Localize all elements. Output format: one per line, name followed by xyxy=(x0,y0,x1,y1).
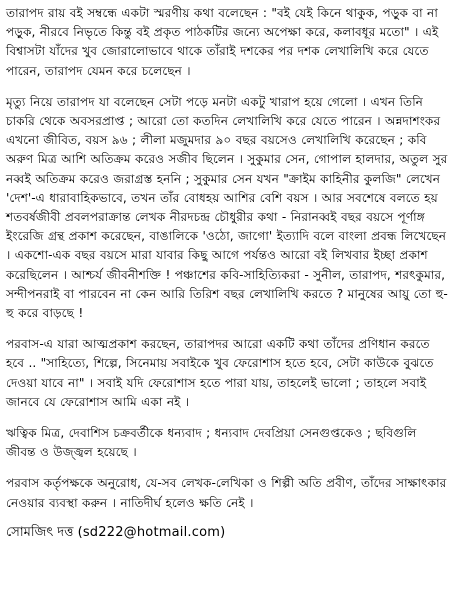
paragraph-spacer xyxy=(6,81,450,93)
paragraph-spacer xyxy=(6,412,450,424)
paragraph-3: পরবাস-এ যারা আত্মপ্রকাশ করছেন, তারাপদর আরো একটি কথা তাঁদের প্রণিধান করতে হবে .. "সাহিত্যে, শিল্পে, সিনেমায় সবাইকে খুব ফেরোশাস হতে হবে, সেটা কাউকে বুঝতে দেওয়া যাবে না" । সবাই যদি ফেরোশাস হতে পারা যায়, তাহলেই ভালো ; তাহলে সবাই জানবে যে ফেরোশাস আমি একা নই । xyxy=(6,337,434,409)
author-name: সোমজিৎ দত্ত xyxy=(6,524,74,540)
signature-line xyxy=(6,523,450,543)
paragraph-spacer xyxy=(6,513,450,523)
paragraph-4: ঋত্বিক মিত্র, দেবাশিস চক্রবর্তীকে ধন্যবাদ ; ধন্যবাদ দেবপ্রিয়া সেনগুপ্তকেও ; ছবিগুলি জীবন্ত ও উজ্জ্বল হয়েছে । xyxy=(6,426,417,460)
paragraph-spacer xyxy=(6,323,450,335)
paragraph-1: তারাপদ রায় বই সম্বন্ধে একটা স্মরণীয় কথা বলেছেন : "বই যেই কিনে থাকুক, পড়ুক বা না পড়ুক, নীরবে নিভৃতে কিন্তু বই প্রকৃত পাঠকটির জন্যে অপেক্ষা করে, কলাবধূর মতো" । এই বিশ্বাসটা যাঁদের খুব জোরালোভাবে থাকে তাঁরাই দশকের পর দশক লেখালিখি করে যেতে পারেন, তারাপদ যেমন করে চলেছেন । xyxy=(6,6,439,78)
author-email[interactable]: (sd222@hotmail.com) xyxy=(77,524,226,540)
paragraph-spacer xyxy=(6,462,450,474)
paragraph-2: মৃত্যু নিয়ে তারাপদ যা বলেছেন সেটা পড়ে মনটা একটু খারাপ হয়ে গেলো । এখন তিনি চাকরি থেকে অবসরপ্রাপ্ত ; আরো তো কতদিন লেখালিখি করে যেতে পারেন । অন্নদাশংকর এখনো জীবিত, বয়স ৯৬ ; লীলা মজুমদার ৯০ বছর বয়সেও লেখালিখি করেছেন ; কবি অরুণ মিত্র আশি অতিক্রম করেও সজীব ছিলেন । সুকুমার সেন, গোপাল হালদার, অতুল সুর নব্বই অতিক্রম করেও জরাগ্রস্ত হননি ; সুকুমার সেন যখন "ক্রাইম কাহিনীর কুলজি" লেখেন 'দেশ'-এ ধারাবাহিকভাবে, তখন তাঁর বোধহয় আশির বেশি বয়স । আর সবশেষে বলতে হয় শতবর্ষজীবী প্রবলপরাক্রান্ত লেখক নীরদচন্দ্র চৌধুরীর কথা - নিরানব্বই বছর বয়সে পূর্ণাঙ্গ ইংরেজি গ্রন্থ প্রকাশ করেছেন, বাঙালিকে 'ওঠো, জাগো' ইত্যাদি বলে বাংলা প্রবন্ধ লিখেছেন । একশো-এক বছর বয়সে মারা যাবার কিছু আগে পর্যন্তও আরো বই লিখবার ইচ্ছা প্রকাশ করেছিলেন । আশ্চর্য জীবনীশক্তি ! পঞ্চাশের কবি-সাহিত্যিকরা - সুনীল, তারাপদ, শরৎকুমার, সন্দীপনরাই বা পারবেন না কেন আরি তিরিশ বছর লেখালিখি করতে ? মানুষের আয়ু তো হু-হু করে বাড়ছে ! xyxy=(6,94,448,321)
paragraph-5: পরবাস কর্তৃপক্ষকে অনুরোধ, যে-সব লেখক-লেখিকা ও শিল্পী অতি প্রবীণ, তাঁদের সাক্ষাৎকার নেওয়ার ব্যবস্থা করুন । নাতিদীর্ঘ হলেও ক্ষতি নেই । xyxy=(6,476,447,510)
